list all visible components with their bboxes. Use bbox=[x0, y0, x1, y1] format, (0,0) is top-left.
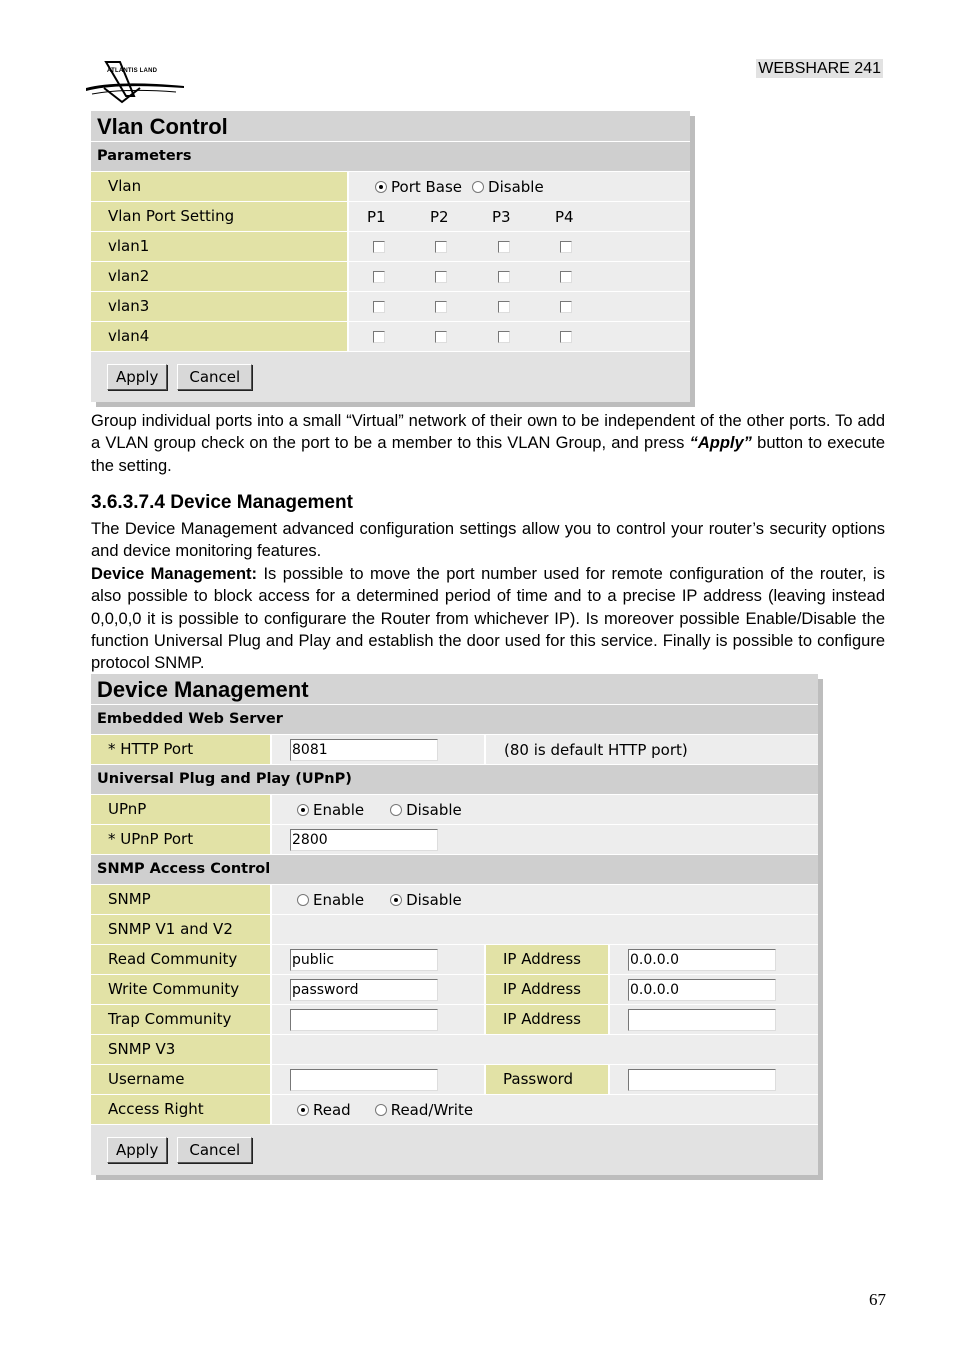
vlan-port-setting-label: Vlan Port Setting bbox=[91, 202, 349, 231]
upnp-disable-radio[interactable] bbox=[390, 804, 402, 816]
snmp-v1v2-label: SNMP V1 and V2 bbox=[91, 915, 272, 944]
write-ip-label: IP Address bbox=[486, 975, 610, 1004]
read-ip-label: IP Address bbox=[486, 945, 610, 974]
snmp-enable-radio[interactable] bbox=[297, 894, 309, 906]
vlan-description bbox=[91, 410, 885, 477]
atlantis-logo bbox=[86, 58, 184, 104]
snmp-enable-label: Enable bbox=[313, 890, 365, 909]
vlan-disable-radio[interactable] bbox=[472, 181, 484, 193]
vlan1-p4-checkbox[interactable] bbox=[560, 241, 572, 253]
password-input[interactable] bbox=[628, 1069, 776, 1091]
access-readwrite-radio[interactable] bbox=[375, 1104, 387, 1116]
read-community-label: Read Community bbox=[91, 945, 272, 974]
username-label: Username bbox=[91, 1065, 272, 1094]
apply-emphasis: “Apply” bbox=[689, 434, 752, 453]
section-header: SNMP Access Control bbox=[91, 854, 818, 884]
vlan2-p4-checkbox[interactable] bbox=[560, 271, 572, 283]
vlan3-row bbox=[91, 291, 690, 321]
upnp-label: UPnP bbox=[91, 795, 272, 824]
access-readwrite-label: Read/Write bbox=[390, 1100, 474, 1119]
vlan2-p3-checkbox[interactable] bbox=[498, 271, 510, 283]
vlan1-p1-checkbox[interactable] bbox=[373, 241, 385, 253]
vlan-option-disable: Disable bbox=[488, 177, 544, 196]
username-input[interactable] bbox=[290, 1069, 438, 1091]
page-number: 67 bbox=[869, 1290, 886, 1309]
vlan-description-tail: button to execute the setting. bbox=[91, 434, 886, 475]
section-header: Parameters bbox=[91, 141, 690, 171]
snmp-disable-label: Disable bbox=[406, 890, 462, 909]
vlan3-label: vlan3 bbox=[91, 292, 349, 321]
vlan-label: Vlan bbox=[91, 172, 349, 201]
access-read-radio[interactable] bbox=[297, 1104, 309, 1116]
trap-ip-input[interactable] bbox=[628, 1009, 776, 1031]
vlan1-p2-checkbox[interactable] bbox=[435, 241, 447, 253]
upnp-port-label: * UPnP Port bbox=[91, 825, 272, 854]
write-community-input[interactable]: password bbox=[290, 979, 438, 1001]
vlan3-p3-checkbox[interactable] bbox=[498, 301, 510, 313]
logo-text: ATLANTIS LAND bbox=[107, 68, 158, 74]
trap-ip-label: IP Address bbox=[486, 1005, 610, 1034]
document-tag: WEBSHARE 241 bbox=[758, 60, 881, 77]
vlan-control-panel bbox=[91, 111, 690, 402]
vlan3-p1-checkbox[interactable] bbox=[373, 301, 385, 313]
vlan-cancel-button[interactable]: Cancel bbox=[177, 364, 252, 390]
http-port-label: * HTTP Port bbox=[91, 735, 272, 764]
dm-apply-button[interactable]: Apply bbox=[107, 1137, 167, 1163]
port-header-p3: P3 bbox=[492, 207, 511, 226]
vlan4-row bbox=[91, 321, 690, 351]
vlan1-label: vlan1 bbox=[91, 232, 349, 261]
vlan2-p2-checkbox[interactable] bbox=[435, 271, 447, 283]
snmp-v3-label: SNMP V3 bbox=[91, 1035, 272, 1064]
section-header: Embedded Web Server bbox=[91, 704, 818, 734]
vlan1-row bbox=[91, 231, 690, 261]
dm-intro: The Device Management advanced configuration settings allow you to control your router’s security options and device monitoring features. bbox=[91, 520, 885, 561]
vlan-portbase-radio[interactable] bbox=[375, 181, 387, 193]
vlan3-p4-checkbox[interactable] bbox=[560, 301, 572, 313]
vlan3-p2-checkbox[interactable] bbox=[435, 301, 447, 313]
trap-community-label: Trap Community bbox=[91, 1005, 272, 1034]
http-port-note: (80 is default HTTP port) bbox=[486, 735, 818, 764]
access-read-label: Read bbox=[313, 1100, 351, 1119]
vlan4-label: vlan4 bbox=[91, 322, 349, 351]
upnp-port-input[interactable]: 2800 bbox=[290, 829, 438, 851]
password-label: Password bbox=[486, 1065, 610, 1094]
vlan4-p1-checkbox[interactable] bbox=[373, 331, 385, 343]
dm-description-text: Is possible to move the port number used for remote configuration of the router, is also possible to block access for a determined period of time and to a precise IP address (leaving instead 0,0,0,0 it is possible to configurare the Router from whichever IP). Is moreover possible Enable/Disable the function Universal Plug and Play and establish the door used for this service. Finally is possible to configure protocol SNMP. bbox=[91, 565, 885, 673]
port-header-p4: P4 bbox=[555, 207, 574, 226]
device-management-panel bbox=[91, 674, 818, 1175]
section-header: Universal Plug and Play (UPnP) bbox=[91, 764, 818, 794]
upnp-enable-radio[interactable] bbox=[297, 804, 309, 816]
vlan4-p2-checkbox[interactable] bbox=[435, 331, 447, 343]
vlan2-label: vlan2 bbox=[91, 262, 349, 291]
panel-title: Device Management bbox=[91, 674, 818, 704]
vlan2-p1-checkbox[interactable] bbox=[373, 271, 385, 283]
dm-cancel-button[interactable]: Cancel bbox=[177, 1137, 252, 1163]
upnp-enable-label: Enable bbox=[313, 800, 365, 819]
vlan4-p3-checkbox[interactable] bbox=[498, 331, 510, 343]
write-community-label: Write Community bbox=[91, 975, 272, 1004]
access-right-label: Access Right bbox=[91, 1095, 272, 1124]
snmp-label: SNMP bbox=[91, 885, 272, 914]
dm-description bbox=[91, 563, 885, 674]
snmp-disable-radio[interactable] bbox=[390, 894, 402, 906]
write-ip-input[interactable]: 0.0.0.0 bbox=[628, 979, 776, 1001]
section-heading: 3.6.3.7.4 Device Management bbox=[91, 492, 353, 513]
upnp-disable-label: Disable bbox=[406, 800, 462, 819]
read-ip-input[interactable]: 0.0.0.0 bbox=[628, 949, 776, 971]
vlan1-p3-checkbox[interactable] bbox=[498, 241, 510, 253]
dm-description-bold: Device Management: bbox=[91, 565, 258, 583]
port-header-p1: P1 bbox=[367, 207, 386, 226]
http-port-input[interactable]: 8081 bbox=[290, 739, 438, 761]
vlan-option-portbase: Port Base bbox=[391, 177, 463, 196]
panel-title: Vlan Control bbox=[91, 111, 690, 141]
vlan-apply-button[interactable]: Apply bbox=[107, 364, 167, 390]
read-community-input[interactable]: public bbox=[290, 949, 438, 971]
vlan-description-text: Group individual ports into a small “Virtual” network of their own to be independent of the other ports. To add a VLAN group check on the port to be a member to this VLAN Group, and press bbox=[91, 412, 885, 453]
port-header-p2: P2 bbox=[430, 207, 449, 226]
trap-community-input[interactable] bbox=[290, 1009, 438, 1031]
vlan2-row bbox=[91, 261, 690, 291]
vlan4-p4-checkbox[interactable] bbox=[560, 331, 572, 343]
